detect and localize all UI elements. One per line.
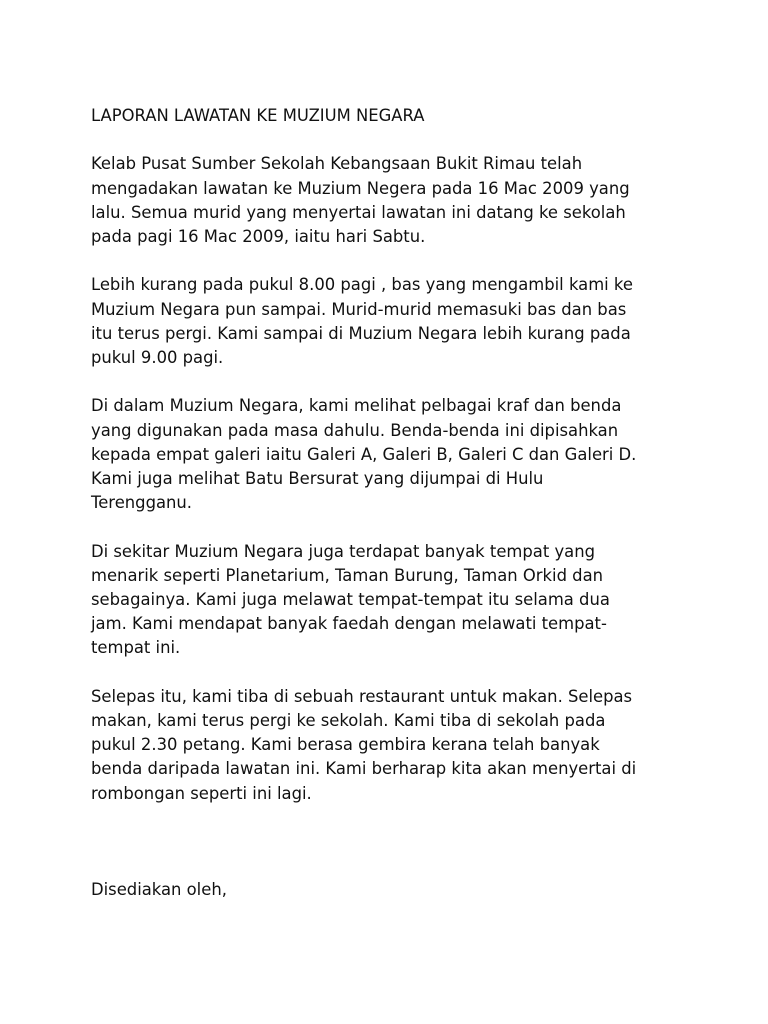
paragraph-line: Muzium Negara pun sampai. Murid-murid memasuki bas dan bas [91,299,627,319]
paragraph-3 [91,394,731,515]
paragraph-line: jam. Kami mendapat banyak faedah dengan melawati tempat- [91,614,607,634]
paragraph-line: Di sekitar Muzium Negara juga terdapat banyak tempat yang [91,541,595,561]
paragraph-line: menarik seperti Planetarium, Taman Burung, Taman Orkid dan [91,565,604,585]
signoff-line: Disediakan oleh, [91,880,227,900]
paragraph-line: pukul 2.30 petang. Kami berasa gembira kerana telah banyak [91,735,600,755]
paragraph-line: makan, kami terus pergi ke sekolah. Kami tiba di sekolah pada [91,711,606,730]
paragraph-line: benda daripada lawatan ini. Kami berharap kita akan menyertai di [91,759,637,779]
paragraph-line: pada pagi 16 Mac 2009, iaitu hari Sabtu. [91,227,426,246]
paragraph-line: itu terus pergi. Kami sampai di Muzium Negara lebih kurang pada [91,323,631,343]
paragraph-line: tempat ini. [91,638,181,658]
paragraph-line: sebagainya. Kami juga melawat tempat-tempat itu selama dua [91,590,610,609]
document-title: LAPORAN LAWATAN KE MUZIUM NEGARA [91,106,425,125]
paragraph-line: Lebih kurang pada pukul 8.00 pagi , bas yang mengambil kami ke [91,275,633,295]
paragraph-5 [91,685,731,806]
paragraph-line: lalu. Semua murid yang menyertai lawatan ini datang ke sekolah [91,202,626,222]
paragraph-line: Kami juga melihat Batu Bersurat yang dijumpai di Hulu [91,469,544,488]
paragraph-line: mengadakan lawatan ke Muzium Negera pada 16 Mac 2009 yang [91,178,630,198]
paragraph-line: pukul 9.00 pagi. [91,348,224,367]
paragraph-line: yang digunakan pada masa dahulu. Benda-benda ini dipisahkan [91,420,619,440]
paragraph-line: Kelab Pusat Sumber Sekolah Kebangsaan Bukit Rimau telah [91,154,583,174]
paragraph-line: Di dalam Muzium Negara, kami melihat pelbagai kraf dan benda [91,396,622,416]
paragraph-1 [91,152,731,249]
document-body [91,104,731,903]
paragraph-4 [91,540,731,661]
paragraph-2 [91,273,731,370]
paragraph-line: kepada empat galeri iaitu Galeri A, Galeri B, Galeri C dan Galeri D. [91,444,637,464]
paragraph-line: Terengganu. [91,493,192,513]
paragraph-line: rombongan seperti ini lagi. [91,783,312,803]
paragraph-line: Selepas itu, kami tiba di sebuah restaurant untuk makan. Selepas [91,686,633,706]
